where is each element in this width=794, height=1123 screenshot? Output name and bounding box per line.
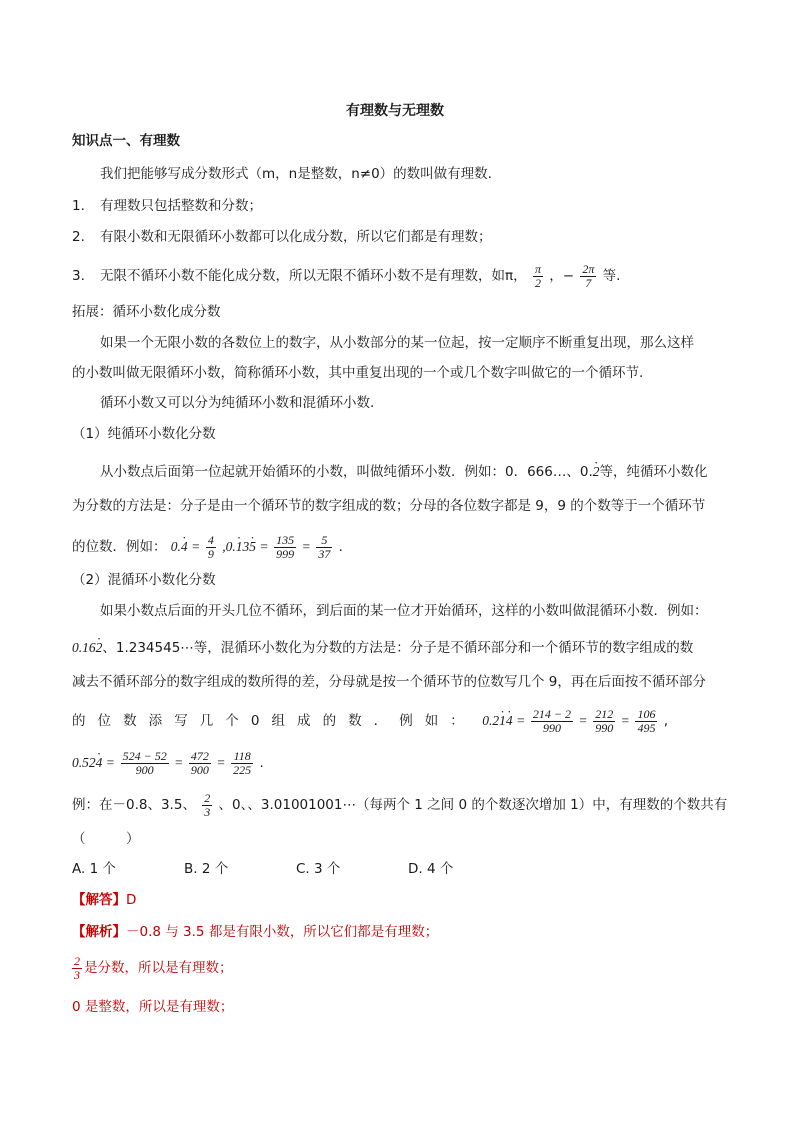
- fraction-118-over-225: $\frac{118}{225}$: [233, 748, 252, 777]
- example-decimal: 0.16· 2: [72, 640, 102, 655]
- example-decimal: 0.· 4: [171, 539, 188, 554]
- answer-label: 【解答】: [72, 892, 126, 908]
- analysis-line-3: 0 是整数，所以是有理数；: [72, 999, 234, 1015]
- mixed-line-4: [72, 706, 668, 736]
- list-item-text: 有限小数和无限循环小数都可以化成分数，所以它们都是有理数；: [100, 229, 492, 245]
- pure-line-2: 为分数的方法是：分子是由一个循环节的数字组成的数；分母的各位数字都是 9，9 的个数等于一个循环节: [72, 498, 706, 514]
- pure-heading: （1）纯循环小数化分数: [72, 426, 216, 442]
- repeating-digit: · 2: [593, 462, 600, 482]
- list-item-text: 无限不循环小数不能化成分数，所以无限不循环小数不是有理数，如π，: [100, 268, 527, 284]
- equals-sign: =: [302, 539, 311, 554]
- list-item-content: [100, 262, 620, 290]
- rational-definition: 我们把能够写成分数形式（m，n是整数，n≠0）的数叫做有理数.: [100, 166, 492, 182]
- pure-line-1: [100, 462, 708, 482]
- option-d: D. 4 个: [408, 861, 454, 877]
- analysis-text: －0.8 与 3.5 都是有限小数，所以它们都是有理数；: [126, 924, 439, 940]
- list-item-text: 有理数只包括整数和分数；: [100, 198, 262, 214]
- mixed-line-2-text: 、1.234545⋯等，混循环小数化为分数的方法是：分子是不循环部分和一个循环节的数字组成的数: [102, 640, 694, 656]
- mixed-line-1: 如果小数点后面的开头几位不循环，到后面的某一位才开始循环，这样的小数叫做混循环小数．例如：: [100, 603, 708, 619]
- option-b: B. 2 个: [184, 861, 229, 877]
- spaced-words: 的 位 数 添 写 几 个 0 组 成 的 数 ． 例 如 ：: [72, 713, 464, 729]
- equals-sign: =: [217, 755, 225, 770]
- mixed-line-5: [72, 748, 264, 778]
- fraction-135-over-999: $\frac{135}{999}$: [276, 532, 295, 561]
- example-stem: [72, 790, 727, 820]
- period: .: [338, 539, 343, 555]
- fraction-472-over-900: $\frac{472}{900}$: [190, 748, 209, 777]
- page-title: 有理数与无理数: [346, 103, 444, 119]
- equals-sign: =: [175, 755, 183, 770]
- analysis-text: 是分数，所以是有理数；: [84, 960, 233, 976]
- example-decimal: 0.52· 4: [72, 755, 102, 770]
- extension-paragraph-line: 的小数叫做无限循环小数，简称循环小数，其中重复出现的一个或几个数字叫做它的一个循环节.: [72, 365, 644, 381]
- example-decimal: 0.2· 1· 4: [482, 713, 512, 728]
- mixed-heading: （2）混循环小数化分数: [72, 572, 216, 588]
- fraction-pi-over-2: $\frac{\pi}{2}$: [534, 261, 541, 290]
- pure-line-1-tail: 等，纯循环小数化: [599, 464, 708, 480]
- equals-sign: =: [260, 539, 268, 554]
- section1-heading: 知识点一、有理数: [72, 133, 180, 149]
- fraction-5-over-37: $\frac{5}{37}$: [318, 532, 331, 561]
- fraction-2pi-over-7: $\frac{2\pi}{7}$: [582, 261, 595, 290]
- tail-text: 等.: [602, 268, 621, 284]
- example-stem-tail: 、0、、3.01001001⋯（每两个 1 之间 0 的个数逐次增加 1）中，有理数的个数共有: [218, 797, 728, 813]
- pure-line-3: [72, 532, 343, 562]
- list-item-number: 3.: [72, 268, 85, 284]
- option-c: C. 3 个: [296, 861, 341, 877]
- extension-paragraph-line: 如果一个无限小数的各数位上的数字，从小数部分的某一位起，按一定顺序不断重复出现，那么这样: [100, 335, 694, 351]
- answer-parentheses: （ ）: [72, 831, 140, 847]
- answer-value: D: [126, 892, 137, 908]
- list-item-number: 2.: [72, 229, 85, 245]
- equals-sign: =: [579, 713, 587, 728]
- mixed-line-3: 减去不循环部分的数字组成的数所得的差，分母就是按一个循环节的位数写几个 9，再在后面按不循环部分: [72, 674, 706, 690]
- equals-sign: =: [106, 755, 115, 770]
- equals-sign: =: [191, 539, 200, 554]
- list-item: [72, 196, 262, 216]
- equals-sign: =: [516, 713, 525, 728]
- analysis-line-2: [72, 953, 233, 983]
- equals-sign: =: [621, 713, 630, 728]
- fraction-524-minus-52-over-900: $\frac{524 - 52}{900}$: [122, 748, 167, 777]
- example-decimal: ,0.· 13· 5: [222, 539, 256, 554]
- answer-line: [72, 890, 136, 910]
- fraction-2-over-3: $\frac{2}{3}$: [74, 953, 80, 982]
- analysis-label: 【解析】: [72, 924, 126, 940]
- fraction-212-over-990: $\frac{212}{990}$: [595, 706, 614, 735]
- pure-line-3-text: 的位数．例如：: [72, 539, 167, 555]
- fraction-4-over-9: $\frac{4}{9}$: [207, 532, 214, 561]
- option-a: A. 1 个: [72, 861, 116, 877]
- fraction-214-minus-2-over-990: $\frac{214 - 2}{990}$: [532, 706, 571, 735]
- comma: ,: [663, 713, 669, 729]
- separator: ，−: [549, 268, 575, 284]
- fraction-2-over-3: $\frac{2}{3}$: [204, 790, 211, 819]
- mixed-line-2: [72, 638, 693, 658]
- analysis-line-1: [72, 922, 438, 942]
- pure-line-1-text: 从小数点后面第一位起就开始循环的小数，叫做纯循环小数．例如：0．666…、0.: [100, 464, 593, 480]
- list-item: [72, 227, 492, 247]
- fraction-106-over-495: $\frac{106}{495}$: [637, 706, 656, 735]
- period: .: [259, 755, 264, 771]
- list-item-number: 1.: [72, 198, 85, 214]
- extension-heading: 拓展：循环小数化成分数: [72, 304, 221, 320]
- example-stem-text: 例：在－0.8、3.5、: [72, 797, 196, 813]
- extension-paragraph: 循环小数又可以分为纯循环小数和混循环小数.: [100, 395, 375, 411]
- list-item: [72, 261, 621, 290]
